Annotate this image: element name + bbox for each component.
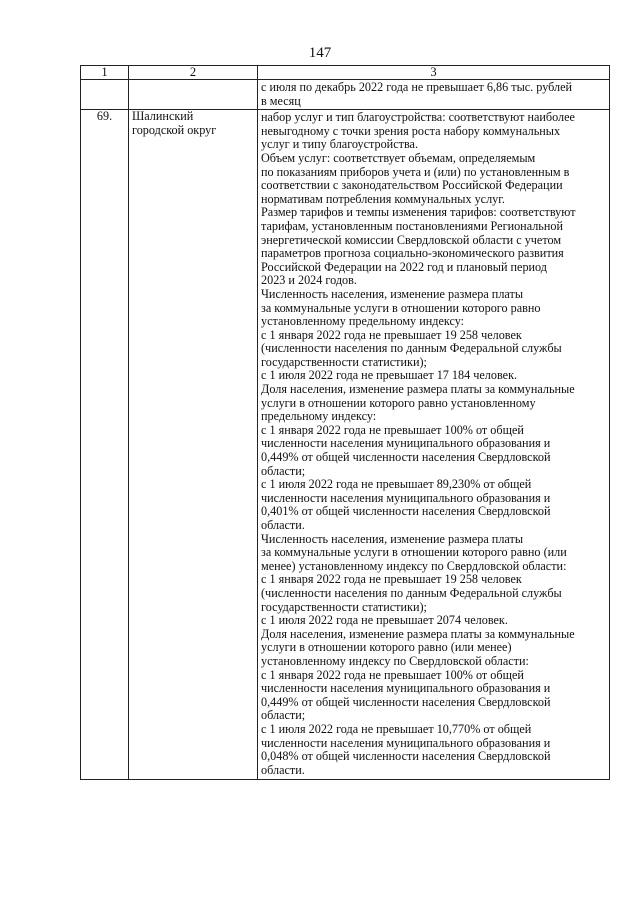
content-line: области; bbox=[261, 708, 306, 723]
content-line: в месяц bbox=[261, 93, 301, 108]
column-header-1: 1 bbox=[81, 66, 129, 80]
content-line: предельному индексу: bbox=[261, 409, 377, 424]
content-line: (численности населения по данным Федеральной службы bbox=[261, 585, 562, 600]
content-line: Объем услуг: соответствует объемам, определяемым bbox=[261, 150, 536, 165]
content-line: численности населения муниципального образования и bbox=[261, 681, 551, 696]
content-line: области. bbox=[261, 762, 305, 777]
continuation-name-cell bbox=[129, 80, 258, 110]
content-line: за коммунальные услуги в отношении которого равно bbox=[261, 300, 541, 315]
continuation-content-cell bbox=[258, 80, 610, 110]
content-line: государственности статистики); bbox=[261, 599, 427, 614]
content-line: Численность населения, изменение размера платы bbox=[261, 286, 524, 301]
table-row bbox=[81, 110, 610, 780]
content-line: с 1 июля 2022 года не превышает 10,770% от общей bbox=[261, 721, 532, 736]
continuation-number-cell bbox=[81, 80, 129, 110]
content-line: численности населения муниципального образования и bbox=[261, 735, 551, 750]
municipality-name bbox=[129, 110, 258, 780]
content-line: по показаниям приборов учета и (или) по установленным в bbox=[261, 164, 570, 179]
content-line: численности населения муниципального образования и bbox=[261, 490, 551, 505]
municipality-name-line: Шалинский bbox=[132, 109, 194, 124]
content-line: Размер тарифов и темпы изменения тарифов: соответствуют bbox=[261, 205, 576, 220]
content-line: услуг и типу благоустройства. bbox=[261, 137, 418, 152]
row-content bbox=[258, 110, 610, 780]
content-line: с 1 января 2022 года не превышает 19 258 человек bbox=[261, 572, 522, 587]
content-line: с 1 января 2022 года не превышает 19 258 человек bbox=[261, 327, 522, 342]
content-line: 2023 и 2024 годов. bbox=[261, 273, 357, 288]
content-line: энергетической комиссии Свердловской области с учетом bbox=[261, 232, 562, 247]
content-line: Численность населения, изменение размера платы bbox=[261, 531, 524, 546]
content-line: менее) установленному индексу по Свердловской области: bbox=[261, 558, 567, 573]
content-line: тарифам, установленным постановлениями Региональной bbox=[261, 218, 563, 233]
content-line: 0,449% от общей численности населения Свердловской bbox=[261, 694, 551, 709]
content-line: государственности статистики); bbox=[261, 354, 427, 369]
row-number: 69. bbox=[81, 110, 129, 780]
content-line: параметров прогноза социально-экономического развития bbox=[261, 246, 564, 261]
content-line: (численности населения по данным Федеральной службы bbox=[261, 341, 562, 356]
content-line: Доля населения, изменение размера платы за коммунальные bbox=[261, 626, 575, 641]
content-line: Доля населения, изменение размера платы за коммунальные bbox=[261, 382, 575, 397]
content-line: области. bbox=[261, 518, 305, 532]
content-line: услуги в отношении которого равно установленному bbox=[261, 395, 536, 410]
table-header-row bbox=[81, 66, 610, 80]
content-line: 0,401% от общей численности населения Свердловской bbox=[261, 504, 551, 519]
content-line: Российской Федерации на 2022 год и плановый период bbox=[261, 259, 547, 274]
content-line: с 1 июля 2022 года не превышает 2074 человек. bbox=[261, 613, 508, 628]
content-line: с 1 июля 2022 года не превышает 17 184 человек. bbox=[261, 368, 518, 383]
content-line: 0,048% от общей численности населения Свердловской bbox=[261, 749, 551, 764]
document-table bbox=[80, 65, 610, 780]
content-line: 0,449% от общей численности населения Свердловской bbox=[261, 450, 551, 465]
content-line: за коммунальные услуги в отношении которого равно (или bbox=[261, 545, 567, 560]
content-line: невыгодному с точки зрения роста набору коммунальных bbox=[261, 123, 561, 138]
continuation-row bbox=[81, 80, 610, 110]
content-line: услуги в отношении которого равно (или менее) bbox=[261, 640, 512, 655]
content-line: нормативам потребления коммунальных услуг. bbox=[261, 191, 505, 206]
municipality-name-line: городской округ bbox=[132, 122, 217, 137]
content-line: набор услуг и тип благоустройства: соответствуют наиболее bbox=[261, 110, 575, 125]
content-line: численности населения муниципального образования и bbox=[261, 436, 551, 451]
page-number: 147 bbox=[308, 45, 332, 61]
content-line: с июля по декабрь 2022 года не превышает 6,86 тыс. рублей bbox=[261, 80, 573, 94]
content-line: установленному индексу по Свердловской области: bbox=[261, 653, 529, 668]
column-header-3: 3 bbox=[258, 66, 610, 80]
content-line: установленному предельному индексу: bbox=[261, 314, 465, 329]
content-line: с 1 января 2022 года не превышает 100% от общей bbox=[261, 422, 524, 437]
content-line: области; bbox=[261, 463, 306, 478]
content-line: с 1 июля 2022 года не превышает 89,230% от общей bbox=[261, 477, 532, 492]
content-line: соответствии с законодательством Российской Федерации bbox=[261, 178, 563, 193]
content-line: с 1 января 2022 года не превышает 100% от общей bbox=[261, 667, 524, 682]
column-header-2: 2 bbox=[129, 66, 258, 80]
